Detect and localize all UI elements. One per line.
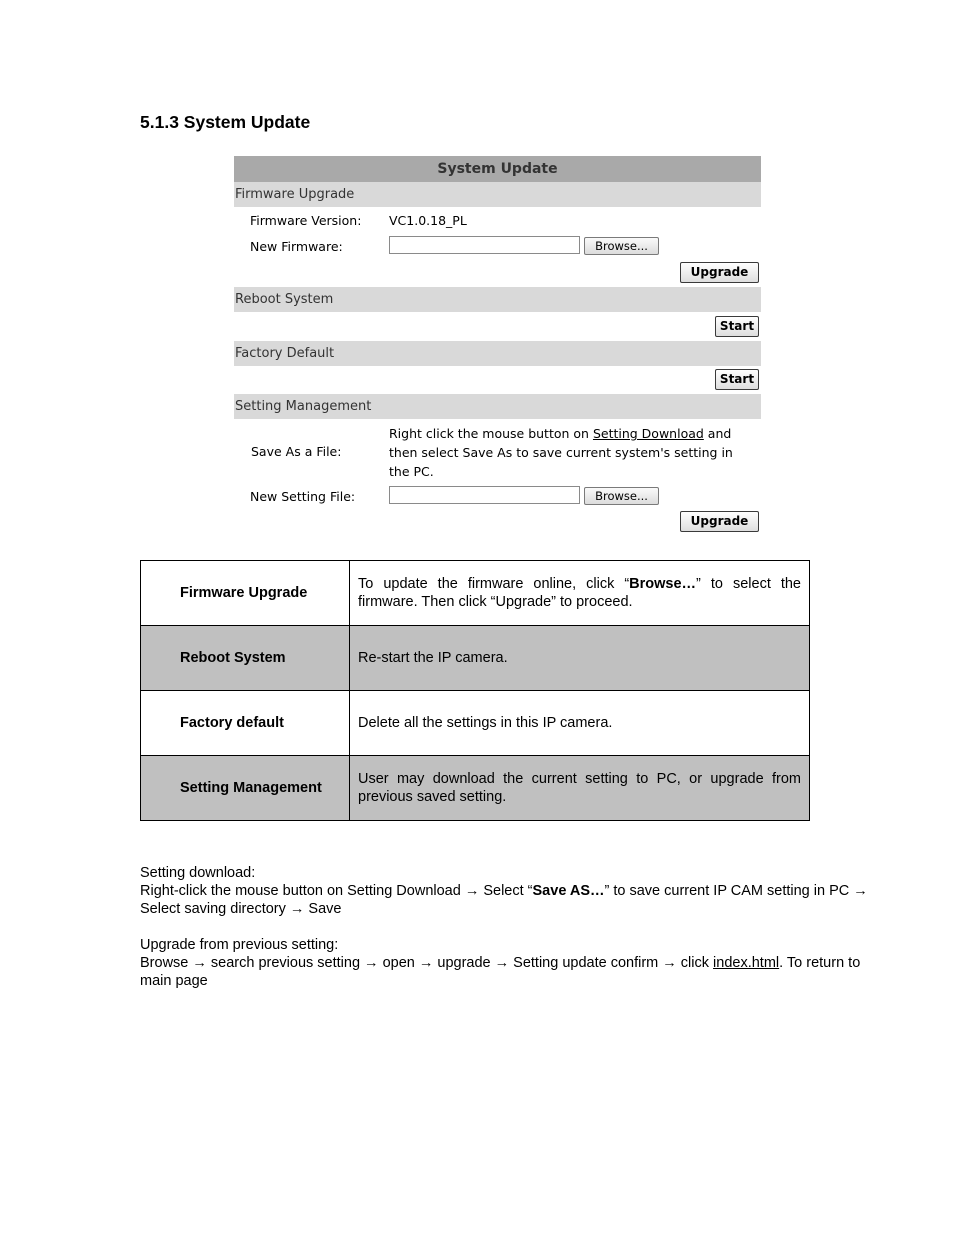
- setting-management-section: Setting Management: [234, 394, 761, 419]
- row-name: Reboot System: [141, 626, 350, 691]
- table-row: [141, 691, 810, 756]
- function-description-table: [140, 560, 810, 821]
- section-heading: 5.1.3 System Update: [140, 112, 311, 132]
- system-update-panel: [234, 156, 761, 538]
- row-name: Factory default: [141, 691, 350, 756]
- table-row: [141, 561, 810, 626]
- firmware-upgrade-section: Firmware Upgrade: [234, 182, 761, 207]
- new-firmware-input[interactable]: [389, 236, 580, 254]
- factory-default-section: Factory Default: [234, 341, 761, 366]
- table-row: [141, 756, 810, 821]
- row-name: Setting Management: [141, 756, 350, 821]
- new-setting-file-input[interactable]: [389, 486, 580, 504]
- setting-browse-button[interactable]: Browse...: [584, 487, 659, 505]
- row-description: Re-start the IP camera.: [350, 626, 810, 691]
- row-description: To update the firmware online, click “Browse…” to select the firmware. Then click “Upgrade” to proceed.: [350, 561, 810, 626]
- factory-default-start-button[interactable]: Start: [715, 369, 759, 390]
- save-as-file-label: Save As a File:: [251, 444, 342, 459]
- panel-title: System Update: [234, 156, 761, 182]
- setting-download-link[interactable]: Setting Download: [592, 426, 704, 441]
- row-description: Delete all the settings in this IP camera.: [350, 691, 810, 756]
- firmware-upgrade-button[interactable]: Upgrade: [680, 262, 759, 283]
- firmware-version-label: Firmware Version:: [250, 213, 362, 228]
- upgrade-previous-title: Upgrade from previous setting:: [140, 937, 339, 953]
- new-firmware-label: New Firmware:: [250, 239, 343, 254]
- firmware-version-value: VC1.0.18_PL: [389, 213, 467, 228]
- upgrade-previous-steps: Browse → search previous setting → open → upgrade → Setting update confirm → click index.html. To return to main page: [140, 955, 861, 989]
- row-description: User may download the current setting to PC, or upgrade from previous saved setting.: [350, 756, 810, 821]
- new-setting-file-label: New Setting File:: [250, 489, 356, 504]
- setting-upgrade-button[interactable]: Upgrade: [680, 511, 759, 532]
- setting-download-title: Setting download:: [140, 865, 256, 881]
- reboot-start-button[interactable]: Start: [715, 316, 759, 337]
- row-name: Firmware Upgrade: [141, 561, 350, 626]
- setting-download-steps: Right-click the mouse button on Setting Download → Select “Save AS…” to save current IP CAM setting in PC → Select saving directory → Save: [140, 883, 868, 917]
- save-as-file-description: Right click the mouse button on Setting Download and then select Save As to save current system's setting in the PC.: [389, 426, 733, 479]
- reboot-system-section: Reboot System: [234, 287, 761, 312]
- firmware-browse-button[interactable]: Browse...: [584, 237, 659, 255]
- table-row: [141, 626, 810, 691]
- index-html-link[interactable]: index.html: [713, 955, 780, 971]
